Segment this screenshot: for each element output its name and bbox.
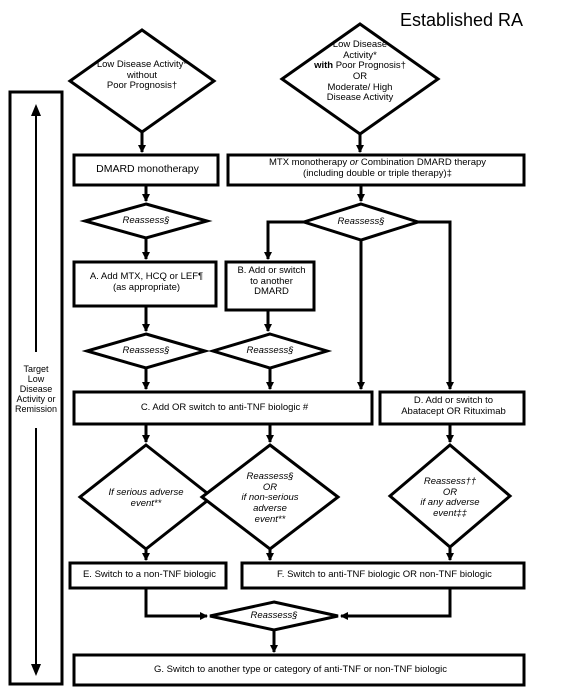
box-combination-dmard-label: MTX monotherapy or Combination DMARD therapy (including double or triple therapy)‡ <box>268 157 487 179</box>
box-b-label: B. Add or switch to another DMARD <box>237 265 306 298</box>
reassess-b-label: Reassess§ <box>246 345 294 356</box>
reassess-left-label: Reassess§ <box>122 215 170 226</box>
page-title: Established RA <box>400 10 524 30</box>
box-c-label: C. Add OR switch to anti-TNF biologic # <box>140 402 309 413</box>
decision-any-adverse-label: Reassess†† OR if any adverse event‡‡ <box>420 476 480 519</box>
decision-serious-label: If serious adverse event** <box>108 487 184 509</box>
box-d-label: D. Add or switch to Abatacept OR Rituximab <box>401 395 506 417</box>
decision-1-label: Low Disease Activity* without Poor Prognosis† <box>96 59 188 92</box>
decision-2-label: Low Disease Activity* with Poor Prognosis† OR Moderate/ High Disease Activity <box>314 39 406 104</box>
reassess-final-label: Reassess§ <box>250 610 298 621</box>
reassess-a-label: Reassess§ <box>122 345 170 356</box>
box-f-label: F. Switch to anti-TNF biologic OR non-TNF biologic <box>277 569 492 580</box>
decision-non-serious-label: Reassess§ OR if non-serious adverse event** <box>241 471 299 525</box>
box-g-label: G. Switch to another type or category of anti-TNF or non-TNF biologic <box>153 664 448 675</box>
sidebar-target-label: Target Low Disease Activity or Remission <box>14 364 57 415</box>
box-dmard-monotherapy-label: DMARD monotherapy <box>96 163 199 175</box>
box-a-label: A. Add MTX, HCQ or LEF¶ (as appropriate) <box>89 271 204 293</box>
reassess-right-label: Reassess§ <box>337 216 385 227</box>
box-e-label: E. Switch to a non-TNF biologic <box>82 569 217 580</box>
